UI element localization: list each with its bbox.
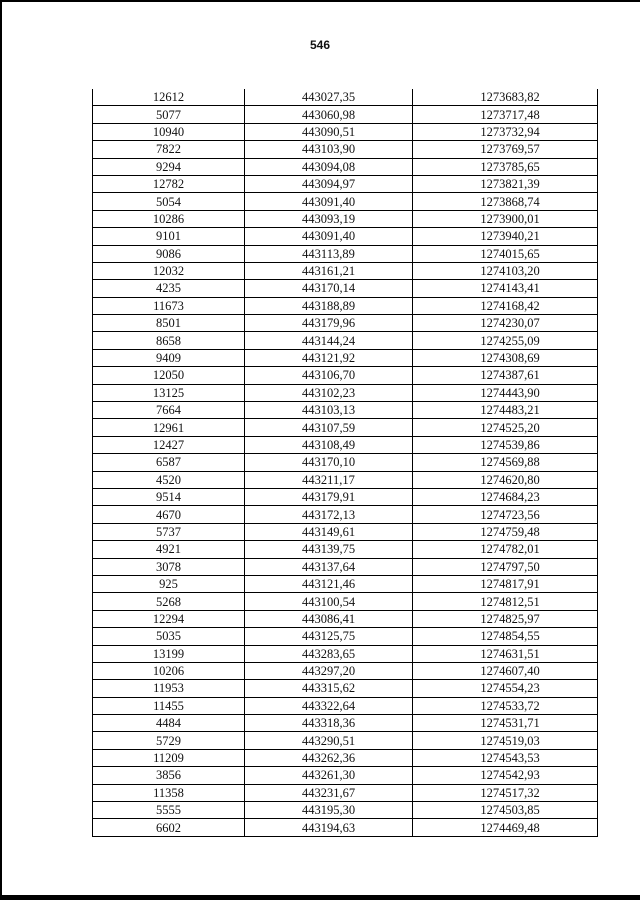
y-coordinate-cell: 1274539,86 (413, 436, 598, 453)
y-coordinate-cell: 1273717,48 (413, 106, 598, 123)
y-coordinate-cell: 1274230,07 (413, 315, 598, 332)
page-number: 546 (309, 38, 331, 52)
point-id-cell: 8501 (93, 315, 245, 332)
point-id-cell: 8658 (93, 332, 245, 349)
table-row (93, 245, 598, 262)
table-row (93, 280, 598, 297)
point-id-cell: 4484 (93, 715, 245, 732)
x-coordinate-cell: 443194,63 (245, 819, 413, 836)
x-coordinate-cell: 443179,91 (245, 488, 413, 505)
table-row (93, 315, 598, 332)
point-id-cell: 4670 (93, 506, 245, 523)
table-row (93, 593, 598, 610)
y-coordinate-cell: 1274503,85 (413, 802, 598, 819)
x-coordinate-cell: 443091,40 (245, 228, 413, 245)
y-coordinate-cell: 1274723,56 (413, 506, 598, 523)
x-coordinate-cell: 443261,30 (245, 767, 413, 784)
x-coordinate-cell: 443106,70 (245, 367, 413, 384)
table-row (93, 541, 598, 558)
x-coordinate-cell: 443107,59 (245, 419, 413, 436)
table-row (93, 158, 598, 175)
table-row (93, 506, 598, 523)
x-coordinate-cell: 443121,92 (245, 349, 413, 366)
table-row (93, 141, 598, 158)
point-id-cell: 6602 (93, 819, 245, 836)
point-id-cell: 11953 (93, 680, 245, 697)
x-coordinate-cell: 443103,13 (245, 402, 413, 419)
point-id-cell: 9294 (93, 158, 245, 175)
page-edge-top (0, 0, 640, 2)
table-row (93, 106, 598, 123)
point-id-cell: 5729 (93, 732, 245, 749)
table-row (93, 645, 598, 662)
point-id-cell: 12961 (93, 419, 245, 436)
x-coordinate-cell: 443121,46 (245, 575, 413, 592)
y-coordinate-cell: 1274483,21 (413, 402, 598, 419)
x-coordinate-cell: 443103,90 (245, 141, 413, 158)
x-coordinate-cell: 443231,67 (245, 784, 413, 801)
y-coordinate-cell: 1274569,88 (413, 454, 598, 471)
point-id-cell: 12782 (93, 175, 245, 192)
point-id-cell: 5268 (93, 593, 245, 610)
table-row (93, 332, 598, 349)
point-id-cell: 11209 (93, 749, 245, 766)
table-row (93, 628, 598, 645)
table-row (93, 575, 598, 592)
table-row (93, 784, 598, 801)
y-coordinate-cell: 1274168,42 (413, 297, 598, 314)
table-row (93, 402, 598, 419)
x-coordinate-cell: 443060,98 (245, 106, 413, 123)
x-coordinate-cell: 443179,96 (245, 315, 413, 332)
table-row (93, 715, 598, 732)
y-coordinate-cell: 1274308,69 (413, 349, 598, 366)
y-coordinate-cell: 1274759,48 (413, 523, 598, 540)
point-id-cell: 4921 (93, 541, 245, 558)
point-id-cell: 7664 (93, 402, 245, 419)
point-id-cell: 10286 (93, 210, 245, 227)
y-coordinate-cell: 1274519,03 (413, 732, 598, 749)
point-id-cell: 13199 (93, 645, 245, 662)
table-row (93, 523, 598, 540)
x-coordinate-cell: 443149,61 (245, 523, 413, 540)
point-id-cell: 9409 (93, 349, 245, 366)
point-id-cell: 5737 (93, 523, 245, 540)
y-coordinate-cell: 1274517,32 (413, 784, 598, 801)
point-id-cell: 11358 (93, 784, 245, 801)
coordinates-table-body (93, 89, 598, 836)
y-coordinate-cell: 1274854,55 (413, 628, 598, 645)
table-row (93, 749, 598, 766)
x-coordinate-cell: 443211,17 (245, 471, 413, 488)
table-row (93, 367, 598, 384)
x-coordinate-cell: 443290,51 (245, 732, 413, 749)
point-id-cell: 5035 (93, 628, 245, 645)
y-coordinate-cell: 1274554,23 (413, 680, 598, 697)
table-row (93, 193, 598, 210)
x-coordinate-cell: 443172,13 (245, 506, 413, 523)
x-coordinate-cell: 443188,89 (245, 297, 413, 314)
point-id-cell: 925 (93, 575, 245, 592)
y-coordinate-cell: 1274015,65 (413, 245, 598, 262)
point-id-cell: 9086 (93, 245, 245, 262)
y-coordinate-cell: 1274543,53 (413, 749, 598, 766)
y-coordinate-cell: 1274103,20 (413, 262, 598, 279)
y-coordinate-cell: 1274387,61 (413, 367, 598, 384)
point-id-cell: 10940 (93, 123, 245, 140)
point-id-cell: 3078 (93, 558, 245, 575)
x-coordinate-cell: 443322,64 (245, 697, 413, 714)
point-id-cell: 5077 (93, 106, 245, 123)
y-coordinate-cell: 1274533,72 (413, 697, 598, 714)
coordinates-table-container (92, 89, 597, 837)
point-id-cell: 6587 (93, 454, 245, 471)
table-row (93, 454, 598, 471)
point-id-cell: 7822 (93, 141, 245, 158)
x-coordinate-cell: 443283,65 (245, 645, 413, 662)
y-coordinate-cell: 1273900,01 (413, 210, 598, 227)
point-id-cell: 12612 (93, 89, 245, 106)
x-coordinate-cell: 443262,36 (245, 749, 413, 766)
x-coordinate-cell: 443100,54 (245, 593, 413, 610)
y-coordinate-cell: 1274607,40 (413, 662, 598, 679)
x-coordinate-cell: 443093,19 (245, 210, 413, 227)
y-coordinate-cell: 1273732,94 (413, 123, 598, 140)
table-row (93, 488, 598, 505)
table-row (93, 680, 598, 697)
y-coordinate-cell: 1273769,57 (413, 141, 598, 158)
table-row (93, 262, 598, 279)
point-id-cell: 12294 (93, 610, 245, 627)
point-id-cell: 11455 (93, 697, 245, 714)
x-coordinate-cell: 443113,89 (245, 245, 413, 262)
x-coordinate-cell: 443108,49 (245, 436, 413, 453)
y-coordinate-cell: 1273785,65 (413, 158, 598, 175)
table-row (93, 802, 598, 819)
point-id-cell: 11673 (93, 297, 245, 314)
y-coordinate-cell: 1274817,91 (413, 575, 598, 592)
y-coordinate-cell: 1274812,51 (413, 593, 598, 610)
x-coordinate-cell: 443086,41 (245, 610, 413, 627)
y-coordinate-cell: 1274782,01 (413, 541, 598, 558)
y-coordinate-cell: 1274143,41 (413, 280, 598, 297)
table-row (93, 210, 598, 227)
point-id-cell: 4235 (93, 280, 245, 297)
point-id-cell: 9101 (93, 228, 245, 245)
x-coordinate-cell: 443094,97 (245, 175, 413, 192)
table-row (93, 662, 598, 679)
x-coordinate-cell: 443027,35 (245, 89, 413, 106)
table-row (93, 175, 598, 192)
table-row (93, 697, 598, 714)
x-coordinate-cell: 443297,20 (245, 662, 413, 679)
point-id-cell: 10206 (93, 662, 245, 679)
table-row (93, 297, 598, 314)
y-coordinate-cell: 1274797,50 (413, 558, 598, 575)
table-row (93, 349, 598, 366)
x-coordinate-cell: 443315,62 (245, 680, 413, 697)
y-coordinate-cell: 1273821,39 (413, 175, 598, 192)
table-row (93, 228, 598, 245)
x-coordinate-cell: 443090,51 (245, 123, 413, 140)
table-row (93, 89, 598, 106)
y-coordinate-cell: 1273683,82 (413, 89, 598, 106)
table-row (93, 819, 598, 836)
x-coordinate-cell: 443094,08 (245, 158, 413, 175)
x-coordinate-cell: 443125,75 (245, 628, 413, 645)
table-row (93, 732, 598, 749)
point-id-cell: 5054 (93, 193, 245, 210)
table-row (93, 558, 598, 575)
y-coordinate-cell: 1274531,71 (413, 715, 598, 732)
x-coordinate-cell: 443139,75 (245, 541, 413, 558)
point-id-cell: 13125 (93, 384, 245, 401)
y-coordinate-cell: 1274255,09 (413, 332, 598, 349)
point-id-cell: 9514 (93, 488, 245, 505)
table-row (93, 610, 598, 627)
point-id-cell: 12427 (93, 436, 245, 453)
point-id-cell: 4520 (93, 471, 245, 488)
point-id-cell: 12050 (93, 367, 245, 384)
y-coordinate-cell: 1274469,48 (413, 819, 598, 836)
x-coordinate-cell: 443318,36 (245, 715, 413, 732)
table-row (93, 767, 598, 784)
y-coordinate-cell: 1274684,23 (413, 488, 598, 505)
table-row (93, 384, 598, 401)
table-row (93, 123, 598, 140)
x-coordinate-cell: 443091,40 (245, 193, 413, 210)
x-coordinate-cell: 443137,64 (245, 558, 413, 575)
point-id-cell: 5555 (93, 802, 245, 819)
y-coordinate-cell: 1274525,20 (413, 419, 598, 436)
x-coordinate-cell: 443170,10 (245, 454, 413, 471)
page-edge-bottom (0, 895, 640, 900)
y-coordinate-cell: 1274542,93 (413, 767, 598, 784)
y-coordinate-cell: 1274631,51 (413, 645, 598, 662)
coordinates-table (92, 89, 598, 837)
x-coordinate-cell: 443102,23 (245, 384, 413, 401)
table-row (93, 436, 598, 453)
x-coordinate-cell: 443170,14 (245, 280, 413, 297)
point-id-cell: 3856 (93, 767, 245, 784)
x-coordinate-cell: 443195,30 (245, 802, 413, 819)
y-coordinate-cell: 1274825,97 (413, 610, 598, 627)
table-row (93, 471, 598, 488)
y-coordinate-cell: 1274443,90 (413, 384, 598, 401)
page-edge-left (0, 0, 2, 900)
y-coordinate-cell: 1273868,74 (413, 193, 598, 210)
table-row (93, 419, 598, 436)
y-coordinate-cell: 1273940,21 (413, 228, 598, 245)
y-coordinate-cell: 1274620,80 (413, 471, 598, 488)
point-id-cell: 12032 (93, 262, 245, 279)
x-coordinate-cell: 443161,21 (245, 262, 413, 279)
x-coordinate-cell: 443144,24 (245, 332, 413, 349)
